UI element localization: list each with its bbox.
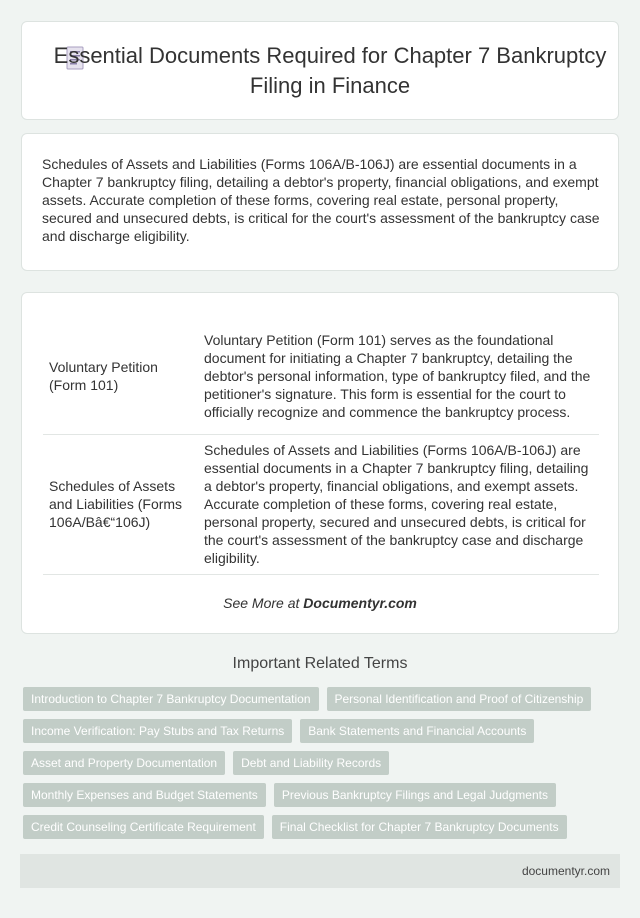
document-name: Voluntary Petition (Form 101) [43,318,198,434]
document-description: Schedules of Assets and Liabilities (Forms 106A/B-106J) are essential documents in a Chapter 7 bankruptcy filing, detailing a debtor's property, financial obligations, and exempt assets. Accurate completion of these forms, covering real estate, personal property, secured and unsecured debts, is critical for the court's assessment of the bankruptcy case and discharge eligibility. [198,434,599,574]
see-more-prefix: See More at [223,595,304,611]
related-term-tag[interactable]: Bank Statements and Financial Accounts [300,719,534,743]
intro-card [21,133,619,271]
related-term-tag[interactable]: Final Checklist for Chapter 7 Bankruptcy Documents [272,815,567,839]
footer-site-link[interactable]: documentyr.com [521,864,610,878]
see-more-site: Documentyr.com [303,595,417,611]
related-term-tag[interactable]: Asset and Property Documentation [23,751,225,775]
related-term-tag[interactable]: Debt and Liability Records [233,751,389,775]
document-description: Voluntary Petition (Form 101) serves as the foundational document for initiating a Chapter 7 bankruptcy, detailing the debtor's personal information, type of bankruptcy filed, and the petitioner's signature. This form is essential for the court to officially recognize and commence the bankruptcy process. [198,318,599,434]
related-term-tag[interactable]: Previous Bankruptcy Filings and Legal Judgments [274,783,556,807]
documents-table-card [21,292,619,634]
see-more-link[interactable] [22,595,618,611]
related-terms-list [23,687,617,839]
related-terms-heading: Important Related Terms [232,655,408,672]
table-row [43,318,599,434]
documents-table [43,318,599,575]
page-title: Essential Documents Required for Chapter 7 Bankruptcy Filing in Finance [53,42,607,98]
related-term-tag[interactable]: Monthly Expenses and Budget Statements [23,783,266,807]
footer [20,854,620,888]
related-term-tag[interactable]: Personal Identification and Proof of Citizenship [327,687,592,711]
document-name: Schedules of Assets and Liabilities (Forms 106A/Bâ€“106J) [43,434,198,574]
title-card [21,21,619,120]
related-term-tag[interactable]: Income Verification: Pay Stubs and Tax Returns [23,719,292,743]
related-term-tag[interactable]: Credit Counseling Certificate Requirement [23,815,264,839]
table-row [43,434,599,574]
intro-paragraph: Schedules of Assets and Liabilities (Forms 106A/B-106J) are essential documents in a Chapter 7 bankruptcy filing, detailing a debtor's property, financial obligations, and exempt assets. Accurate completion of these forms, covering real estate, personal property, secured and unsecured debts, is critical for the court's assessment of the bankruptcy case and discharge eligibility. [42,156,600,244]
related-term-tag[interactable]: Introduction to Chapter 7 Bankruptcy Documentation [23,687,319,711]
